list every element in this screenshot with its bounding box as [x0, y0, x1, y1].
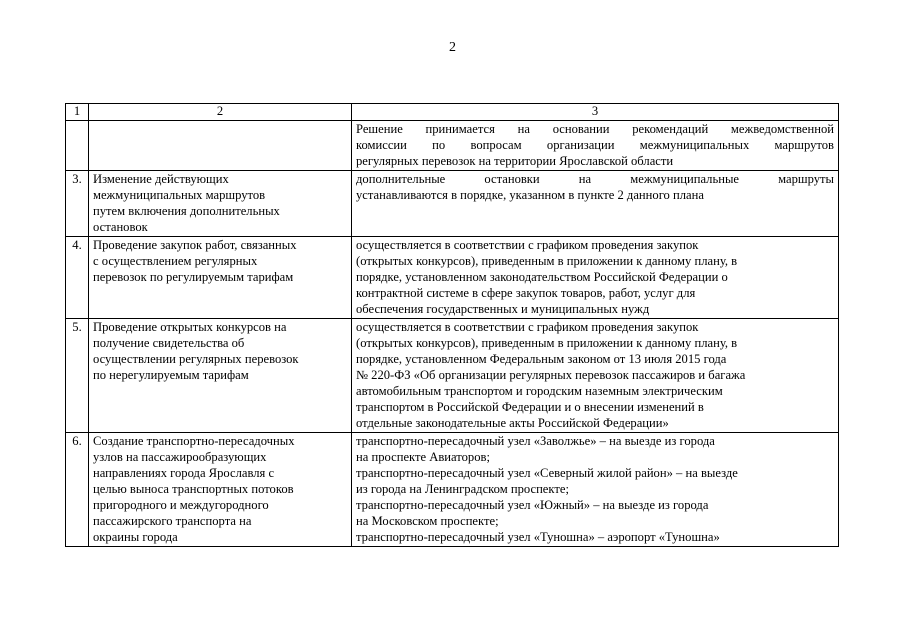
plan-table: [65, 103, 839, 547]
description-line: транспортно-пересадочный узел «Северный жилой район» – на выезде: [356, 466, 738, 480]
action-line: межмуниципальных маршрутов: [93, 188, 266, 202]
row-number: [66, 121, 89, 171]
action-line: остановок: [93, 220, 148, 234]
description-line: порядке, установленном законодательством Российской Федерации о: [356, 270, 728, 284]
page-number: 2: [449, 40, 456, 55]
row-description: [352, 121, 839, 171]
description-line: осуществляется в соответствии с графиком проведения закупок: [356, 320, 699, 334]
table-row: [66, 121, 839, 171]
action-line: Проведение открытых конкурсов на: [93, 320, 287, 334]
description-line: транспортно-пересадочный узел «Тунoшна» – аэропорт «Тунoшна»: [356, 530, 720, 544]
description-line: на проспекте Авиаторов;: [356, 450, 490, 464]
row-number: 3.: [66, 171, 89, 237]
action-line: направлениях города Ярославля с: [93, 466, 275, 480]
description-line: порядке, установленном Федеральным законом от 13 июля 2015 года: [356, 352, 727, 366]
description-line: контрактной системе в сфере закупок товаров, работ, услуг для: [356, 286, 696, 300]
action-line: путем включения дополнительных: [93, 204, 280, 218]
description-line: осуществляется в соответствии с графиком проведения закупок: [356, 238, 699, 252]
action-line: пригородного и междугородного: [93, 498, 269, 512]
action-line: пассажирского транспорта на: [93, 514, 252, 528]
action-line: по нерегулируемым тарифам: [93, 368, 249, 382]
action-line: целью выноса транспортных потоков: [93, 482, 294, 496]
table-row: [66, 433, 839, 547]
description-line: обеспечения государственных и муниципальных нужд: [356, 302, 650, 316]
column-header-action: 2: [89, 104, 352, 121]
description-line: Решение принимается на основании рекомендаций межведомственной: [356, 122, 834, 136]
description-line: комиссии по вопросам организации межмуниципальных маршрутов: [356, 138, 834, 152]
action-line: Создание транспортно-пересадочных: [93, 434, 295, 448]
row-description: [352, 171, 839, 237]
row-action: [89, 319, 352, 433]
action-line: осуществлении регулярных перевозок: [93, 352, 299, 366]
description-line: транспортно-пересадочный узел «Южный» – на выезде из города: [356, 498, 709, 512]
row-action: [89, 237, 352, 319]
description-line: транспортом в Российской Федерации и о внесении изменений в: [356, 400, 704, 414]
row-action: [89, 433, 352, 547]
description-line: на Московском проспекте;: [356, 514, 499, 528]
row-action: [89, 121, 352, 171]
description-line: автомобильным транспортом и городским наземным электрическим: [356, 384, 723, 398]
row-action: [89, 171, 352, 237]
action-line: Проведение закупок работ, связанных: [93, 238, 297, 252]
row-number: 4.: [66, 237, 89, 319]
row-description: [352, 433, 839, 547]
table-row: [66, 171, 839, 237]
row-description: [352, 319, 839, 433]
description-line: устанавливаются в порядке, указанном в пункте 2 данного плана: [356, 188, 704, 202]
action-line: с осуществлением регулярных: [93, 254, 258, 268]
column-header-number: 1: [66, 104, 89, 121]
table-row: [66, 237, 839, 319]
description-line: № 220-ФЗ «Об организации регулярных перевозок пассажиров и багажа: [356, 368, 746, 382]
description-line: регулярных перевозок на территории Ярославской области: [356, 154, 674, 168]
description-line: дополнительные остановки на межмуниципальные маршруты: [356, 172, 834, 186]
row-number: 5.: [66, 319, 89, 433]
table-header-row: [66, 104, 839, 121]
action-line: Изменение действующих: [93, 172, 229, 186]
action-line: узлов на пассажирообразующих: [93, 450, 267, 464]
action-line: получение свидетельства об: [93, 336, 245, 350]
action-line: перевозок по регулируемым тарифам: [93, 270, 294, 284]
row-number: 6.: [66, 433, 89, 547]
action-line: окраины города: [93, 530, 178, 544]
description-line: отдельные законодательные акты Российской Федерации»: [356, 416, 669, 430]
row-description: [352, 237, 839, 319]
description-line: транспортно-пересадочный узел «Заволжье» – на выезде из города: [356, 434, 715, 448]
description-line: (открытых конкурсов), приведенным в приложении к данному плану, в: [356, 254, 738, 268]
table-row: [66, 319, 839, 433]
column-header-description: 3: [352, 104, 839, 121]
description-line: (открытых конкурсов), приведенным в приложении к данному плану, в: [356, 336, 738, 350]
description-line: из города на Ленинградском проспекте;: [356, 482, 569, 496]
